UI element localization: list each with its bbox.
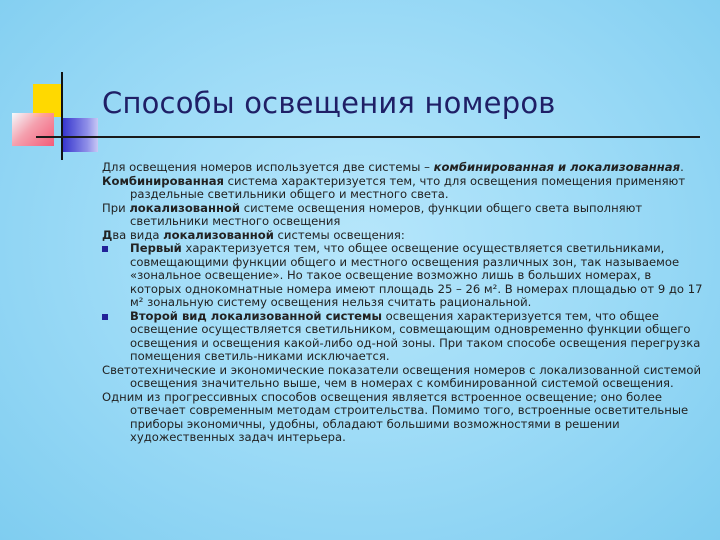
red-square-decoration <box>12 113 54 146</box>
vertical-rule <box>61 72 63 160</box>
paragraph-text: ва вида <box>112 227 164 242</box>
paragraph-built-in: Одним из прогрессивных способов освещения является встроенное освещение; оно более отвечает современным методам строительства. Помимо того, встроенные осветительные приборы экономичны, удобны, обладают большими возможностями в решении художественных задач интерьера. <box>102 389 689 444</box>
blue-square-decoration <box>62 118 98 152</box>
paragraph-indicators: Светотехнические и экономические показатели освещения номеров с локализованной системой освещения значительно выше, чем в номерах с комбинированной системой освещения. <box>102 362 702 390</box>
bold-text: Д <box>102 227 113 242</box>
paragraph-combined <box>102 175 706 202</box>
bold-text: Комбинированная <box>102 173 224 188</box>
bullet-square-icon <box>102 314 108 320</box>
bullet-square-icon <box>102 246 108 252</box>
paragraph-text: Для освещения номеров используется две системы – <box>102 160 434 174</box>
paragraph-localized <box>102 202 706 229</box>
paragraph-text: . <box>680 160 684 174</box>
bold-text: локализованной <box>163 227 274 242</box>
bold-text: Первый <box>130 241 182 255</box>
bold-text: Второй вид локализованной системы <box>130 308 382 323</box>
horizontal-rule <box>36 136 700 138</box>
bold-text: локализованной <box>129 200 241 215</box>
paragraph-text: освещения характеризуется тем, что общее освещение осуществляется светильником, совмещающим одновременно функции общего освещения и освещения какой-либо од-ной зоны. При таком способе освещения перегрузка помещения светиль-никами исключается. <box>130 308 701 363</box>
paragraph-text: характеризуется тем, что общее освещение осуществляется светильниками, совмещающими функции общего и местного освещения различных зон, так называемое «зональное освещение». Но такое освещение возможно лишь в больших номерах, в которых однокомнатные номера имеют площадь 25 – 26 м². В номерах площадью от 9 до 17 м² зональную систему освещения нельзя считать рациональной. <box>130 241 703 309</box>
paragraph-text: При <box>102 200 130 215</box>
bullet-item-first <box>102 242 706 310</box>
slide-body <box>102 161 706 445</box>
slide-title: Способы освещения номеров <box>102 86 556 120</box>
bullet-item-second <box>102 310 706 364</box>
paragraph-text: система характеризуется тем, что для освещения помещения применяют раздельные светильники общего и местного света. <box>130 173 686 201</box>
paragraph-two-types <box>102 229 706 243</box>
emphasis-text: комбинированная и локализованная <box>433 160 681 174</box>
paragraph-intro <box>102 161 706 175</box>
paragraph-text: системы освещения: <box>273 227 405 242</box>
paragraph-text: системе освещения номеров, функции общего света выполняют светильники местного освещения <box>130 200 643 228</box>
